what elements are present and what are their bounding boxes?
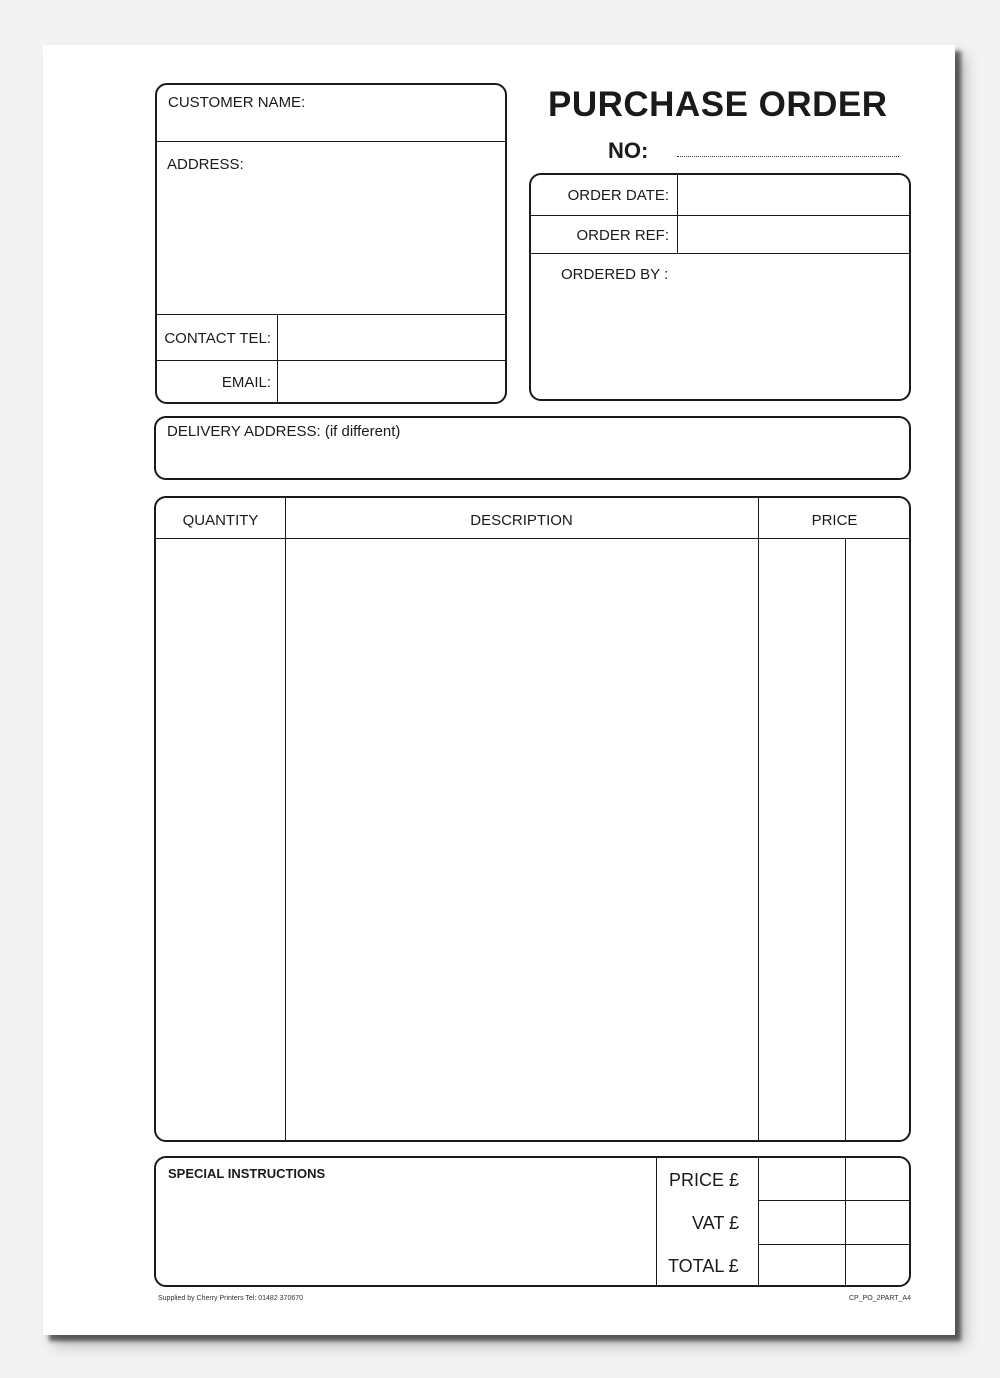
grand-total-label: TOTAL £ (668, 1256, 739, 1276)
order-ref-label: ORDER REF: (576, 227, 669, 244)
order-number-line (677, 156, 899, 157)
items-table (154, 496, 911, 1142)
order-date-label: ORDER DATE: (567, 187, 669, 204)
quantity-column-header: QUANTITY (182, 512, 259, 529)
order-details-box (529, 173, 911, 401)
special-instructions-label: SPECIAL INSTRUCTIONS (168, 1166, 326, 1181)
ordered-by-label: ORDERED BY : (561, 266, 669, 283)
form-code: CP_PO_2PART_A4 (849, 1295, 911, 1302)
purchase-order-form (43, 45, 955, 1335)
order-number-label: NO: (608, 138, 649, 163)
description-column-header: DESCRIPTION (470, 512, 573, 529)
vat-total-label: VAT £ (692, 1213, 740, 1233)
customer-name-label: CUSTOMER NAME: (168, 94, 306, 111)
supplier-footer: Supplied by Cherry Printers Tel: 01482 370670 (158, 1295, 304, 1302)
price-total-label: PRICE £ (669, 1170, 740, 1190)
address-label: ADDRESS: (167, 156, 244, 173)
delivery-address-label: DELIVERY ADDRESS: (if different) (167, 423, 401, 440)
delivery-address-box (154, 416, 911, 480)
contact-tel-label: CONTACT TEL: (164, 330, 271, 347)
customer-box (155, 83, 507, 404)
page-title: PURCHASE ORDER (548, 85, 888, 124)
totals-box (154, 1156, 911, 1287)
email-label: EMAIL: (221, 374, 271, 391)
price-column-header: PRICE (811, 512, 858, 529)
